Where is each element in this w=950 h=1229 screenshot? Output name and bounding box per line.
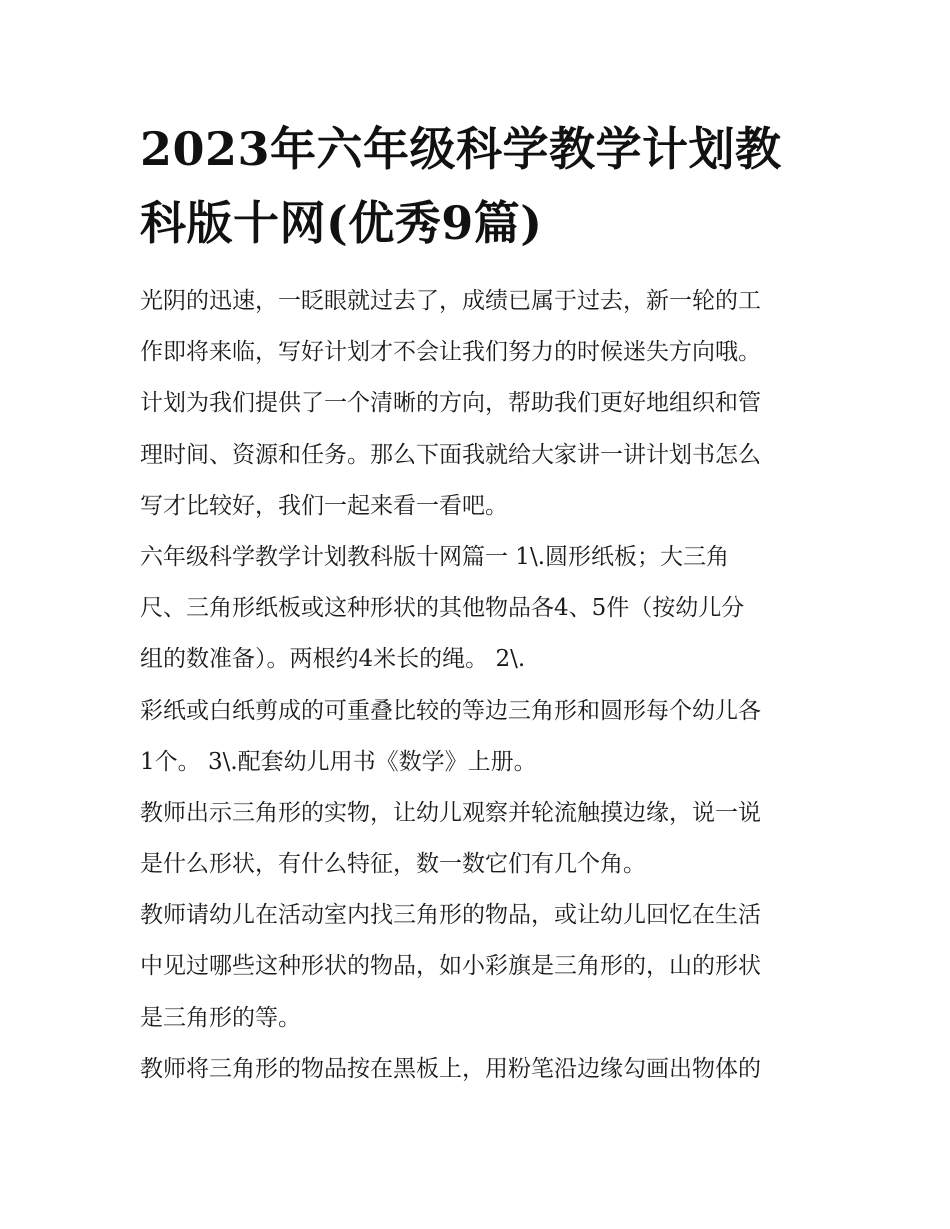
body-text-line: 光阴的迅速，一眨眼就过去了，成绩已属于过去，新一轮的工 <box>140 288 761 314</box>
body-text-line: 组的数准备）。两根约4米长的绳。 2\. <box>140 646 526 673</box>
body-text-line: 教师将三角形的物品按在黑板上，用粉笔沿边缘勾画出物体的 <box>140 1055 761 1082</box>
body-text-line: 是三角形的等。 <box>140 1004 301 1031</box>
body-text-line: 写才比较好，我们一起来看一看吧。 <box>140 492 508 519</box>
body-text-line: 是什么形状，有什么特征，数一数它们有几个角。 <box>140 851 646 878</box>
body-text-line: 1个。 3\.配套幼儿用书《数学》上册。 <box>140 748 537 775</box>
body-text-line: 教师请幼儿在活动室内找三角形的物品，或让幼儿回忆在生活 <box>140 902 761 929</box>
title-line: 科版十网(优秀9篇) <box>140 196 543 250</box>
body-text-line: 六年级科学教学计划教科版十网篇一 1\.圆形纸板；大三角 <box>140 543 730 570</box>
body-text-line: 理时间、资源和任务。那么下面我就给大家讲一讲计划书怎么 <box>140 441 761 468</box>
body-text-line: 作即将来临，写好计划才不会让我们努力的时候迷失方向哦。 <box>140 339 761 366</box>
body-text-line: 教师出示三角形的实物，让幼儿观察并轮流触摸边缘，说一说 <box>140 799 761 826</box>
document-title <box>140 112 820 260</box>
document-body <box>140 276 820 1095</box>
body-text-line: 尺、三角形纸板或这种形状的其他物品各4、5件（按幼儿分 <box>140 595 745 622</box>
body-text-line: 中见过哪些这种形状的物品，如小彩旗是三角形的，山的形状 <box>140 953 761 980</box>
body-text-line: 彩纸或白纸剪成的可重叠比较的等边三角形和圆形每个幼儿各 <box>140 697 761 724</box>
title-line: 2023年六年级科学教学计划教 <box>140 122 782 176</box>
body-text-line: 计划为我们提供了一个清晰的方向，帮助我们更好地组织和管 <box>140 390 761 417</box>
